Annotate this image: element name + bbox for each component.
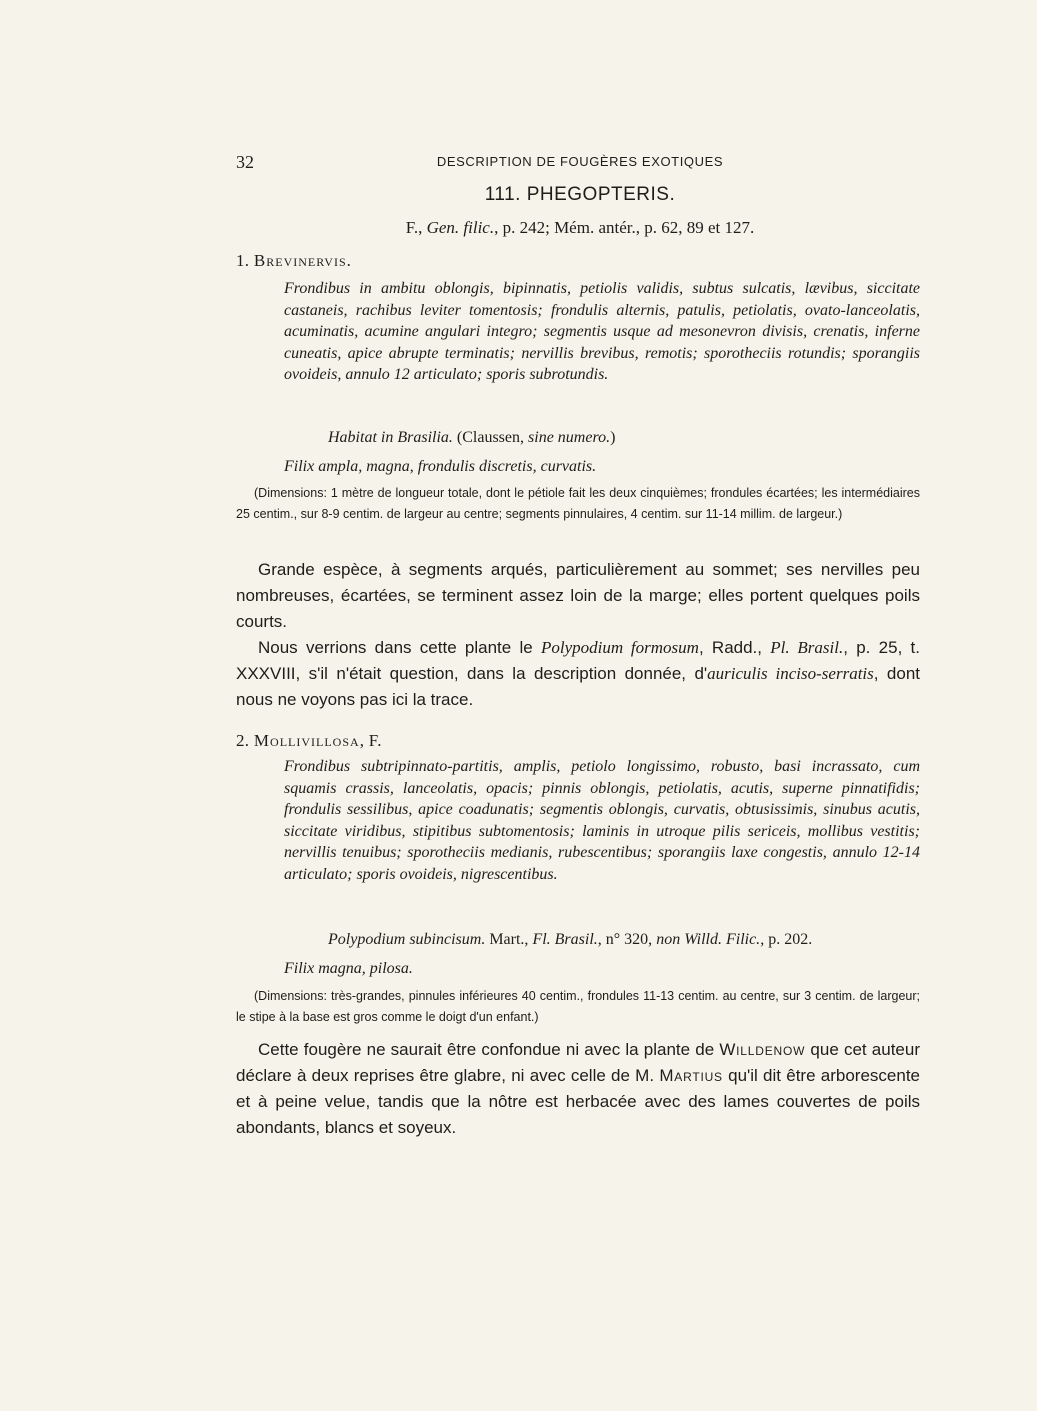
species-1-habitat: Habitat in Brasilia. (Claussen, sine numero.)	[328, 429, 616, 446]
species-1-paragraph-2: Nous verrions dans cette plante le Polypodium formosum, Radd., Pl. Brasil., p. 25, t. XXXVIII, s'il n'était question, dans la description donnée, d'auriculis inciso-serratis, dont nous ne voyons pas ici la trace.	[236, 638, 921, 709]
species-name: Brevinervis.	[253, 251, 352, 270]
running-title: DESCRIPTION DE FOUGÈRES EXOTIQUES	[436, 154, 724, 169]
species-number: 2.	[236, 731, 250, 750]
species-1-dimensions: (Dimensions: 1 mètre de longueur totale, dont le pétiole fait les deux cinquièmes; frondules écartées; les intermédiaires 25 centim., sur 8-9 centim. de largeur au centre; segments pinnulaires, 4 centim. sur 11-14 millim. de largeur.)	[236, 486, 920, 521]
species-2-heading: 2. Mollivillosa, F.	[236, 731, 382, 750]
species-2-citation: Polypodium subincisum. Mart., Fl. Brasil., n° 320, non Willd. Filic., p. 202.	[328, 931, 813, 948]
species-2-latin-description	[236, 756, 920, 885]
species-2-filix: Filix magna, pilosa.	[284, 960, 413, 977]
genus-title: 111. PHEGOPTERIS.	[484, 184, 676, 205]
species-1-filix: Filix ampla, magna, frondulis discretis, curvatis.	[284, 458, 597, 475]
page-header	[236, 152, 924, 174]
species-1-heading	[236, 251, 920, 271]
page-number: 32	[236, 152, 254, 172]
species-1-paragraph-1: Grande espèce, à segments arqués, particulièrement au sommet; ses nervilles peu nombreuses, écartées, se terminent assez loin de la marge; elles portent quelques poils courts.	[236, 560, 920, 631]
genus-reference: F., Gen. filic., p. 242; Mém. antér., p. 62, 89 et 127.	[405, 218, 755, 237]
latin-diagnosis: Frondibus in ambitu oblongis, bipinnatis, petiolis validis, subtus sulcatis, lævibus, siccitate castaneis, rachibus leviter tomentosis; frondulis alternis, patulis, petiolatis, ovato-lanceolatis, acuminatis, acumine angulari integro; segmentis usque ad mesonevron divisis, crenatis, inferne cuneatis, apice abrupte terminatis; nervillis brevibus, remotis; sporotheciis rotundis; sporangiis ovoideis, annulo 12 articulato; sporis subrotundis.	[284, 280, 920, 383]
species-2-paragraph: Cette fougère ne saurait être confondue ni avec la plante de Willdenow que cet auteur déclare à deux reprises être glabre, ni avec celle de M. Martius qu'il dit être arborescente et à peine velue, tandis que la nôtre est herbacée avec des lames couvertes de poils abondants, blancs et soyeux.	[236, 1040, 921, 1137]
latin-diagnosis: Frondibus subtripinnato-partitis, amplis, petiolo longissimo, robusto, basi incrassato, cum squamis crassis, lanceolatis, opacis; pinnis oblongis, petiolatis, acutis, superne pinnatifidis; frondulis sessilibus, apice coadunatis; segmentis oblongis, curvatis, obtusissimis, sinubus acutis, siccitate viridibus, stipitibus subtomentosis; laminis in utroque pilis sericeis, mollibus vestitis; nervillis tenuibus; sporotheciis medianis, rubescentibus; sporangiis laxe congestis, annulo 12-14 articulato; sporis ovoideis, nigrescentibus.	[284, 758, 920, 883]
species-1-latin-description	[236, 278, 920, 386]
species-2-dimensions: (Dimensions: très-grandes, pinnules inférieures 40 centim., frondules 11-13 centim. au centre, sur 3 centim. de largeur; le stipe à la base est gros comme le doigt d'un enfant.)	[236, 989, 920, 1024]
species-name: Mollivillosa	[253, 731, 360, 750]
species-number: 1.	[236, 251, 250, 270]
